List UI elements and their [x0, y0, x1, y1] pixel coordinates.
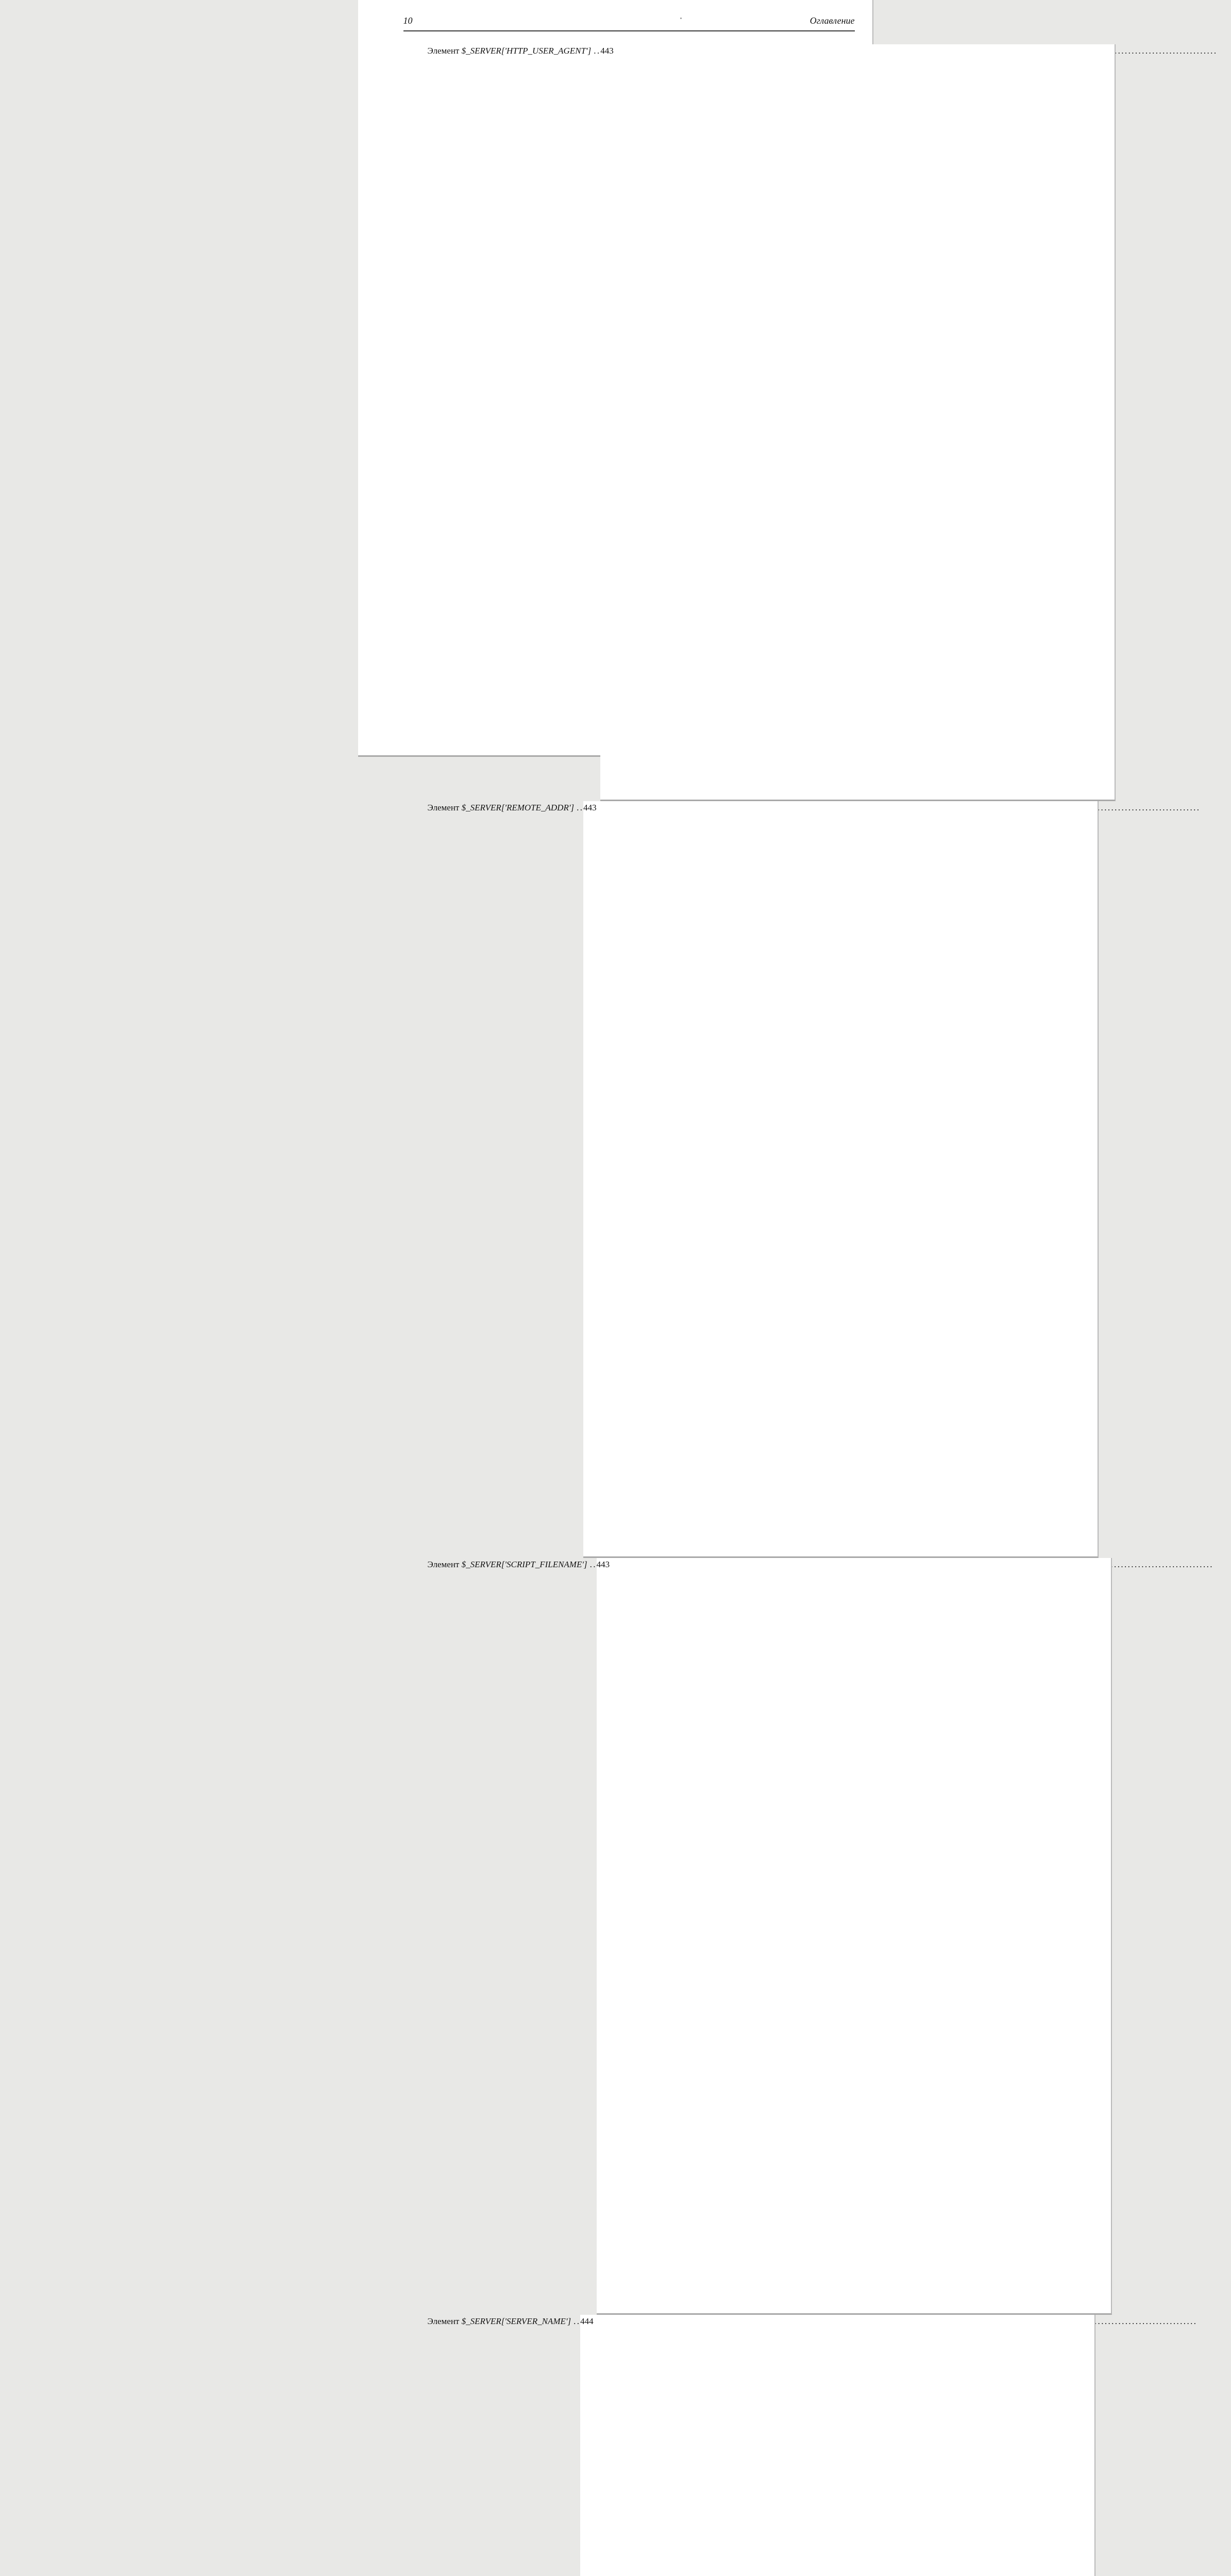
toc-title-italic-segment: $_SERVER['SERVER_NAME'] [461, 2316, 571, 2326]
dot-leader [594, 44, 599, 58]
toc-title-segment: Элемент [427, 1560, 462, 1569]
toc-list [403, 44, 855, 2576]
toc-entry-title [428, 1558, 587, 1572]
toc-entry-title [428, 801, 575, 815]
toc-title-italic-segment: $_SERVER['REMOTE_ADDR'] [461, 803, 575, 812]
toc-entry [403, 2315, 855, 2576]
toc-entry [403, 44, 855, 801]
toc-title-italic-segment: $_SERVER['SCRIPT_FILENAME'] [461, 1560, 587, 1569]
book-page [358, 0, 873, 2326]
toc-entry [403, 801, 855, 1558]
toc-title-segment: Элемент [427, 803, 462, 812]
toc-entry-page: 444 [580, 2315, 1095, 2576]
toc-entry-page: 443 [600, 44, 1116, 801]
toc-entry-title [428, 2315, 571, 2329]
toc-title-segment: Элемент [427, 46, 462, 56]
running-head [403, 15, 855, 31]
toc-title-segment: Элемент [427, 2316, 462, 2326]
toc-entry-page: 443 [583, 801, 1099, 1558]
running-head-title: Оглавление [810, 15, 855, 26]
toc-entry-title [428, 44, 592, 58]
dot-leader [577, 801, 582, 815]
dot-leader [574, 2315, 579, 2329]
dot-leader [590, 1558, 595, 1572]
page-number: 10 [403, 15, 413, 26]
toc-entry [403, 1558, 855, 2315]
toc-entry-page: 443 [597, 1558, 1112, 2315]
toc-title-italic-segment: $_SERVER['HTTP_USER_AGENT'] [461, 46, 592, 56]
